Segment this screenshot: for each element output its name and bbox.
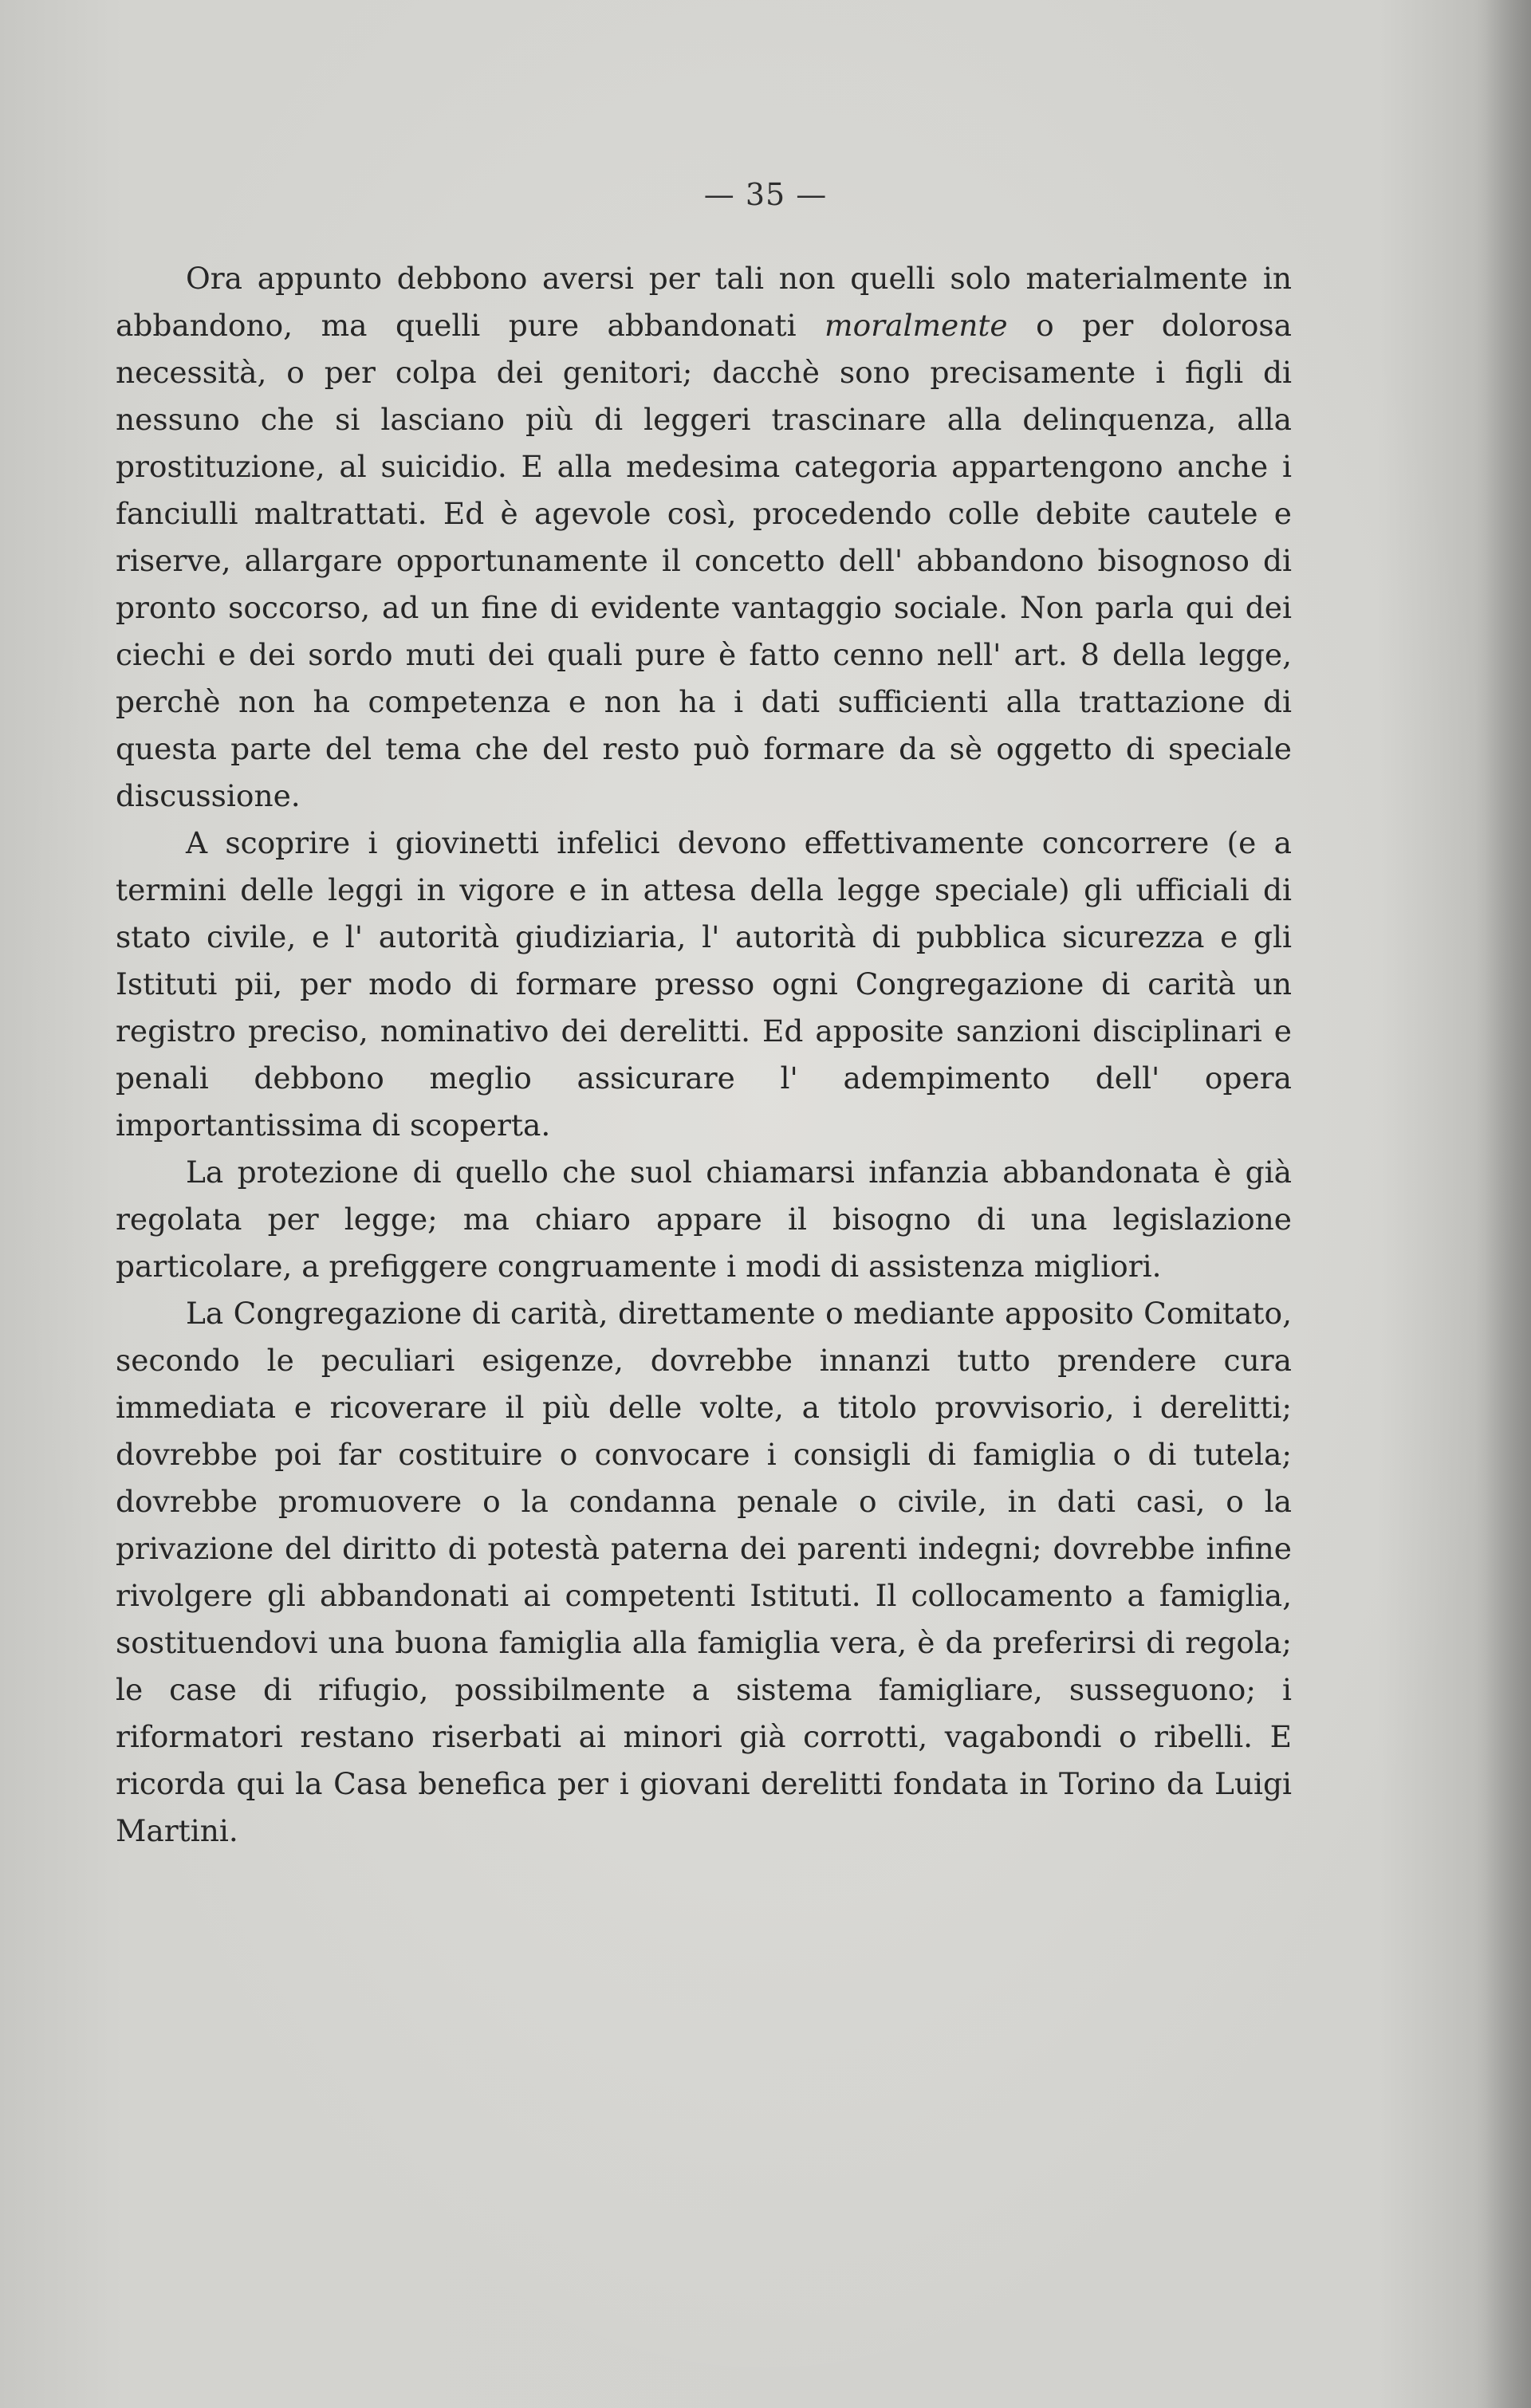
page-edge-shadow bbox=[1475, 0, 1531, 2408]
paragraph-2: A scoprire i giovinetti infelici devono effettivamente concorrere (e a termini delle leggi in vigore e in attesa della legge speciale) gli ufficiali di stato civile, e l' autorità giudiziaria, l' autorità di pubblica sicurezza e gli Istituti pii, per modo di formare presso ogni Congregazione di carità un registro preciso, nominativo dei derelitti. Ed apposite sanzioni disciplinari e penali debbono meglio assicurare l' adempimento dell' opera importantissima di scoperta. bbox=[116, 825, 1292, 1143]
paragraph-4: La Congregazione di carità, direttamente o mediante apposito Comitato, secondo le peculiari esigenze, dovrebbe innanzi tutto prendere cura immediata e ricoverare il più delle volte, a titolo provvisorio, i derelitti; dovrebbe poi far costituire o convocare i consigli di famiglia o di tutela; dovrebbe promuovere o la condanna penale o civile, in dati casi, o la privazione del diritto di potestà paterna dei parenti indegni; dovrebbe infine rivolgere gli abbandonati ai competenti Istituti. Il collocamento a famiglia, sostituendovi una buona famiglia alla famiglia vera, è da preferirsi di regola; le case di rifugio, possibilmente a sistema famigliare, susseguono; i riformatori restano riserbati ai minori già corrotti, vagabondi o ribelli. E ricorda qui la Casa benefica per i giovani derelitti fondata in Torino da Luigi Martini. bbox=[116, 1296, 1292, 1848]
paragraph-1 bbox=[116, 255, 1292, 820]
paragraph-1-text-a: Ora appunto debbono aversi per tali non quelli solo materialmente in abbandono, ma quelli pure abbandonati bbox=[116, 261, 1292, 343]
paragraph-1-emphasis: moralmente bbox=[825, 308, 1008, 343]
paragraph-3: La protezione di quello che suol chiamarsi infanzia abbandonata è già regolata per legge; ma chiaro appare il bisogno di una legislazione particolare, a prefiggere congruamente i modi di assistenza migliori. bbox=[116, 1155, 1292, 1284]
body-text bbox=[116, 255, 1292, 1855]
paragraph-1-text-b: o per dolorosa necessità, o per colpa dei genitori; dacchè sono precisamente i figli di nessuno che si lasciano più di leggeri trascinare alla delinquenza, alla prostituzione, al suicidio. E alla medesima categoria appartengono anche i fanciulli maltrattati. Ed è agevole così, procedendo colle debite cautele e riserve, allargare opportunamente il concetto dell' abbandono bisognoso di pronto soccorso, ad un fine di evidente vantaggio sociale. Non parla qui dei ciechi e dei sordo muti dei quali pure è fatto cenno nell' art. 8 della legge, perchè non ha competenza e non ha i dati sufficienti alla trattazione di questa parte del tema che del resto può formare da sè oggetto di speciale discussione. bbox=[116, 308, 1293, 813]
page-number: — 35 — bbox=[703, 177, 828, 212]
